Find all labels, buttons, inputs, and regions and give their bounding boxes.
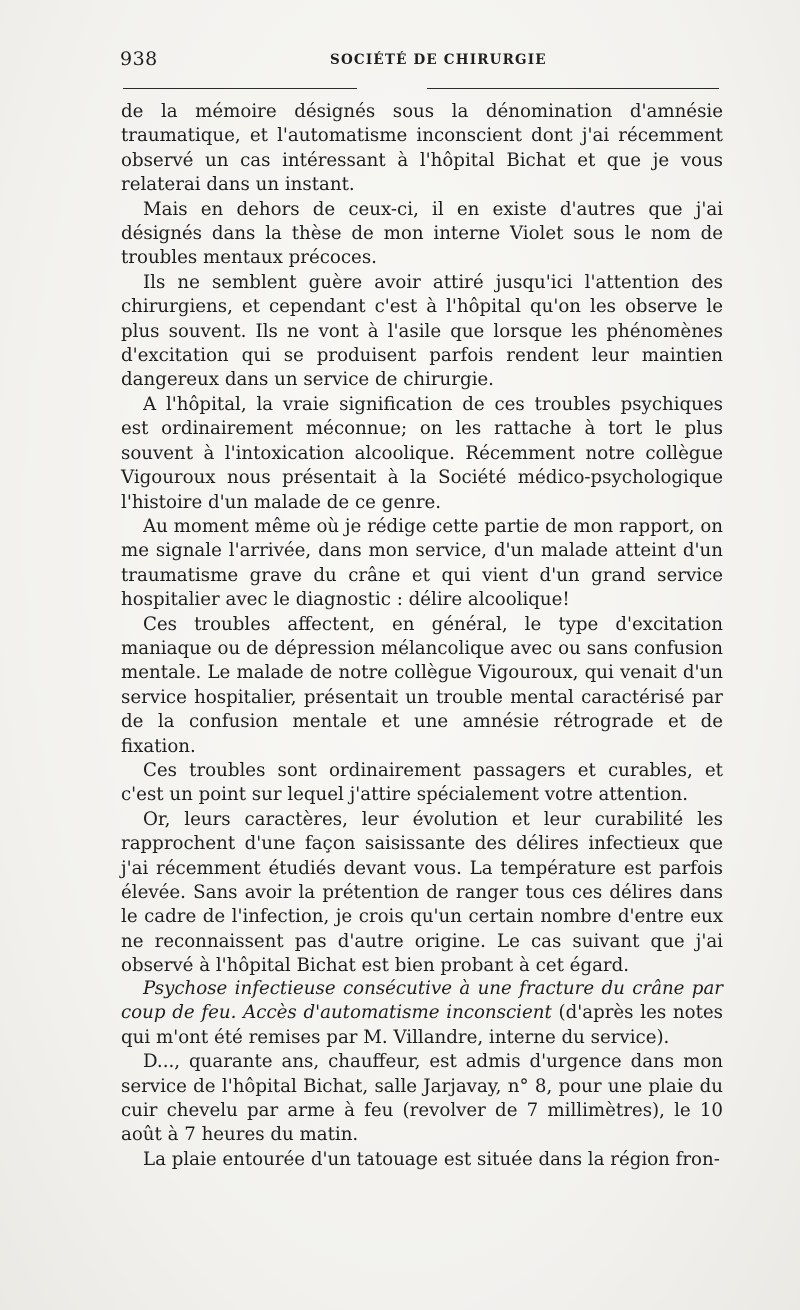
- paragraph: de la mémoire désignés sous la dénomination d'amnésie traumatique, et l'automatisme inconscient dont j'ai récemment observé un cas intéressant à l'hôpital Bichat et que je vous relaterai dans un instant.: [121, 101, 723, 196]
- header-rule-left: [123, 88, 357, 89]
- paragraph: Or, leurs caractères, leur évolution et leur curabilité les rapprochent d'une façon saisissante des délires infectieux que j'ai récemment étudiés devant vous. La température est parfois élevée. Sans avoir la prétention de ranger tous ces délires dans le cadre de l'infection, je crois qu'un certain nombre d'entre eux ne reconnaissent pas d'autre origine. Le cas suivant que j'ai observé à l'hôpital Bichat est bien probant à cet égard.: [121, 808, 723, 977]
- case-paragraph: La plaie entourée d'un tatouage est située dans la région fron-: [143, 1148, 720, 1170]
- paragraph: Mais en dehors de ceux-ci, il en existe d'autres que j'ai désignés dans la thèse de mon interne Violet sous le nom de troubles mentaux précoces.: [121, 198, 723, 269]
- paragraph: Ces troubles affectent, en général, le type d'excitation maniaque ou de dépression mélancolique avec ou sans confusion mentale. Le malade de notre collègue Vigouroux, qui venait d'un service hospitalier, présentait un trouble mental caractérisé par de la confusion mentale et une amnésie rétrograde et de fixation.: [121, 613, 723, 757]
- page-header: [120, 48, 720, 72]
- case-title: [121, 977, 723, 1050]
- paragraph: Au moment même où je rédige cette partie de mon rapport, on me signale l'arrivée, dans mon service, d'un malade atteint d'un traumatisme grave du crâne et qui vient d'un grand service hospitalier avec le diagnostic : délire alcoolique!: [121, 515, 724, 611]
- paragraph: A l'hôpital, la vraie signification de ces troubles psychiques est ordinairement méconnue; on les rattache à tort le plus souvent à l'intoxication alcoolique. Récemment notre collègue Vigouroux nous présentait à la Société médico-psychologique l'histoire d'un malade de ce genre.: [121, 393, 723, 513]
- paragraph: Ces troubles sont ordinairement passagers et curables, et c'est un point sur lequel j'attire spécialement votre attention.: [121, 759, 723, 806]
- case-title-note: (d'après les notes qui m'ont été remises par M. Villandre, interne du service).: [121, 1002, 723, 1048]
- running-title: SOCIÉTÉ DE CHIRURGIE: [330, 52, 547, 68]
- case-report: [121, 977, 723, 1172]
- case-paragraph: D..., quarante ans, chauffeur, est admis d'urgence dans mon service de l'hôpital Bichat, salle Jarjavay, n° 8, pour une plaie du cuir chevelu par arme à feu (revolver de 7 millimètres), le 10 août à 7 heures du matin.: [121, 1051, 723, 1146]
- header-rule-right: [427, 88, 719, 89]
- paragraph: Ils ne semblent guère avoir attiré jusqu'ici l'attention des chirurgiens, et cependant c'est à l'hôpital qu'on les observe le plus souvent. Ils ne vont à l'asile que lorsque les phénomènes d'excitation qui se produisent parfois rendent leur maintien dangereux dans un service de chirurgie.: [121, 271, 723, 391]
- body-text: [121, 100, 723, 979]
- case-title-italic: Psychose infectieuse consécutive à une fracture du crâne par coup de feu. Accès d'automatisme inconscient: [121, 978, 723, 1024]
- page-number: 938: [120, 48, 158, 70]
